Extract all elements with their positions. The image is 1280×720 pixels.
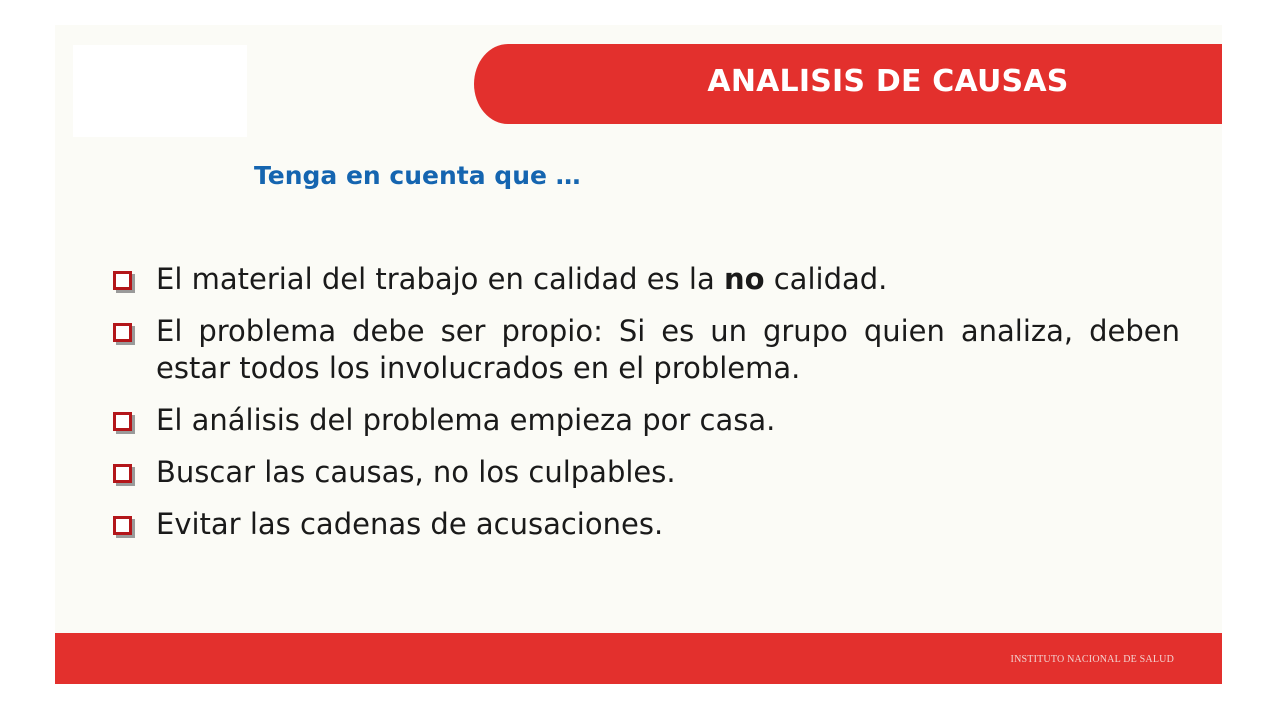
subtitle: Tenga en cuenta que … xyxy=(254,161,581,190)
bullet-text-after: calidad. xyxy=(764,262,888,296)
bullet-text: El análisis del problema empieza por casa. xyxy=(156,403,776,437)
checkbox-bullet-icon xyxy=(113,271,132,290)
bullet-text-before: El material del trabajo en calidad es la xyxy=(156,262,724,296)
slide-title: ANALISIS DE CAUSAS xyxy=(707,64,1069,99)
bullet-item xyxy=(110,261,1180,298)
slide xyxy=(55,25,1222,684)
bullet-emphasis: no xyxy=(723,262,765,296)
bullet-item xyxy=(110,313,1180,387)
bullet-list xyxy=(110,261,1180,558)
bullet-item xyxy=(110,402,1180,439)
checkbox-bullet-icon xyxy=(113,516,132,535)
bullet-text: Evitar las cadenas de acusaciones. xyxy=(156,507,664,541)
bullet-text: Buscar las causas, no los culpables. xyxy=(156,455,676,489)
footer-bar xyxy=(55,633,1222,684)
bullet-item xyxy=(110,506,1180,543)
checkbox-bullet-icon xyxy=(113,323,132,342)
bullet-item xyxy=(110,454,1180,491)
footer-institution: INSTITUTO NACIONAL DE SALUD xyxy=(1010,654,1174,665)
bullet-text: El problema debe ser propio: Si es un grupo quien analiza, deben estar todos los involucrados en el problema. xyxy=(156,314,1180,385)
title-banner xyxy=(474,44,1222,124)
logo-area xyxy=(73,45,247,137)
checkbox-bullet-icon xyxy=(113,464,132,483)
checkbox-bullet-icon xyxy=(113,412,132,431)
